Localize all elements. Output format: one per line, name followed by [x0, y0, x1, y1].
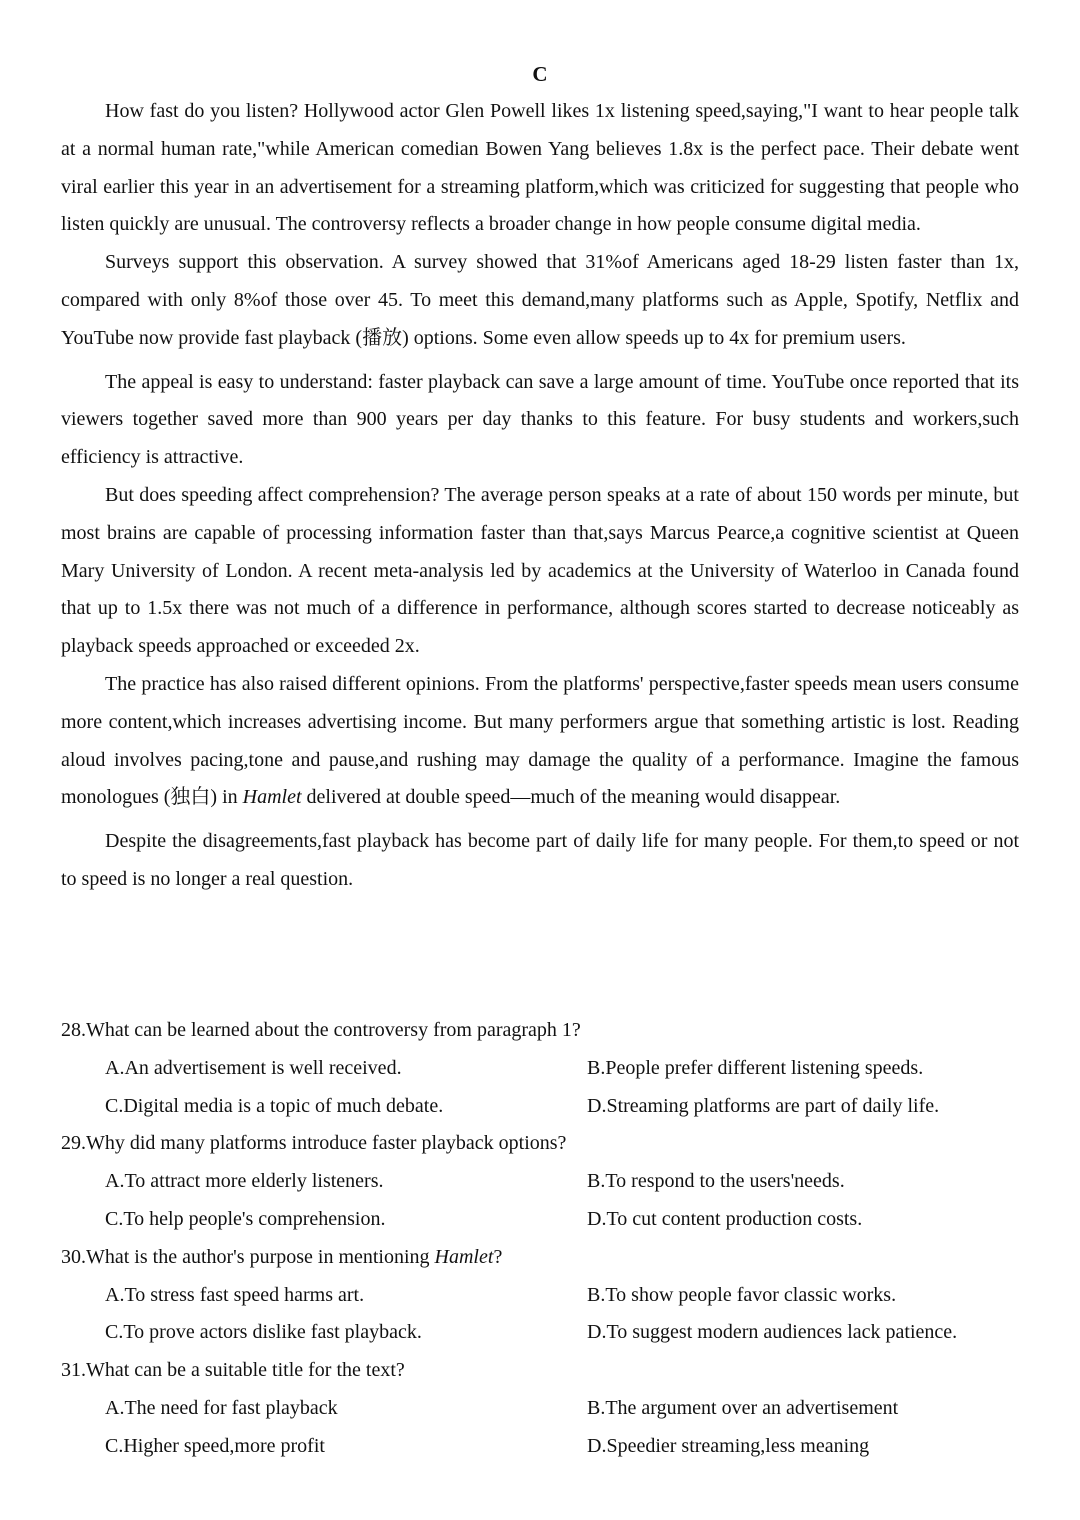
- question-list: [61, 1012, 1019, 1466]
- hamlet-title: Hamlet: [242, 786, 302, 809]
- question-31: [61, 1352, 1019, 1465]
- paragraph-5: [61, 666, 1019, 823]
- paragraph-6: Despite the disagreements,fast playback has become part of daily life for many people. For them,to speed or not to speed is no longer a real question.: [61, 830, 1019, 890]
- option-grid: [61, 1390, 1019, 1466]
- option-a[interactable]: A.An advertisement is well received.: [105, 1056, 402, 1079]
- paragraph-3: The appeal is easy to understand: faster playback can save a large amount of time. YouTube once reported that its viewers together saved more than 900 years per day thanks to this feature. For busy students and workers,such efficiency is attractive.: [61, 370, 1019, 469]
- option-c[interactable]: C.Digital media is a topic of much debate.: [105, 1094, 444, 1117]
- hamlet-title: Hamlet: [434, 1245, 494, 1268]
- question-30: [61, 1239, 1019, 1352]
- option-c[interactable]: C.To prove actors dislike fast playback.: [105, 1321, 422, 1344]
- paragraph-1: How fast do you listen? Hollywood actor Glen Powell likes 1x listening speed,saying,"I want to hear people talk at a normal human rate,"while American comedian Bowen Yang believes 1.8x is the perfect pace. Their debate went viral earlier this year in an advertisement for a streaming platform,which was criticized for suggesting that people who listen quickly are unusual. The controversy reflects a broader change in how people consume digital media.: [61, 100, 1019, 236]
- question-stem: [61, 1239, 1019, 1277]
- option-d[interactable]: D.To suggest modern audiences lack patience.: [587, 1321, 958, 1344]
- option-a[interactable]: A.To attract more elderly listeners.: [105, 1170, 384, 1193]
- question-stem: 29.Why did many platforms introduce faster playback options?: [61, 1132, 567, 1155]
- option-c[interactable]: C.To help people's comprehension.: [105, 1207, 386, 1230]
- question-stem-end: ?: [493, 1245, 503, 1268]
- question-stem: 28.What can be learned about the controversy from paragraph 1?: [61, 1019, 581, 1041]
- option-d[interactable]: D.To cut content production costs.: [587, 1207, 863, 1230]
- paragraph-2: Surveys support this observation. A survey showed that 31%of Americans aged 18-29 listen faster than 1x, compared with only 8%of those over 45. To meet this demand,many platforms such as Apple, Spotify, Netflix and YouTube now provide fast playback (播放) options. Some even allow speeds up to 4x for premium users.: [61, 251, 1019, 349]
- paragraph-5-text: The practice has also raised different opinions. From the platforms' perspective,faster speeds mean users consume more content,which increases advertising income. But many performers argue that something artistic is lost. Reading aloud involves pacing,tone and pause,and rushing may damage the quality of a performance. Imagine the famous monologues (独白) in: [61, 672, 1019, 809]
- reading-passage: [61, 93, 1019, 899]
- question-stem: 31.What can be a suitable title for the text?: [61, 1359, 405, 1382]
- option-d[interactable]: D.Streaming platforms are part of daily life.: [587, 1094, 940, 1117]
- option-b[interactable]: B.People prefer different listening speeds.: [587, 1056, 924, 1079]
- option-a[interactable]: A.To stress fast speed harms art.: [105, 1283, 365, 1306]
- option-b[interactable]: B.To show people favor classic works.: [587, 1283, 897, 1306]
- option-grid: [61, 1050, 1019, 1126]
- question-29: [61, 1125, 1019, 1238]
- paragraph-4: But does speeding affect comprehension? The average person speaks at a rate of about 150 words per minute, but most brains are capable of processing information faster than that,says Marcus Pearce,a cognitive scientist at Queen Mary University of London. A recent meta-analysis led by academics at the University of Waterloo in Canada found that up to 1.5x there was not much of a difference in performance, although scores started to decrease noticeably as playback speeds approached or exceeded 2x.: [61, 483, 1019, 658]
- paragraph-5-text-end: delivered at double speed—much of the meaning would disappear.: [301, 786, 841, 809]
- option-c[interactable]: C.Higher speed,more profit: [105, 1434, 325, 1457]
- option-grid: [61, 1277, 1019, 1353]
- option-grid: [61, 1163, 1019, 1239]
- option-a[interactable]: A.The need for fast playback: [105, 1396, 338, 1419]
- option-d[interactable]: D.Speedier streaming,less meaning: [587, 1434, 870, 1457]
- option-b[interactable]: B.To respond to the users'needs.: [587, 1170, 845, 1193]
- option-b[interactable]: B.The argument over an advertisement: [587, 1396, 899, 1419]
- question-28: [61, 1012, 1019, 1125]
- section-heading: C: [532, 62, 548, 86]
- question-stem-text: 30.What is the author's purpose in mentioning: [61, 1245, 435, 1268]
